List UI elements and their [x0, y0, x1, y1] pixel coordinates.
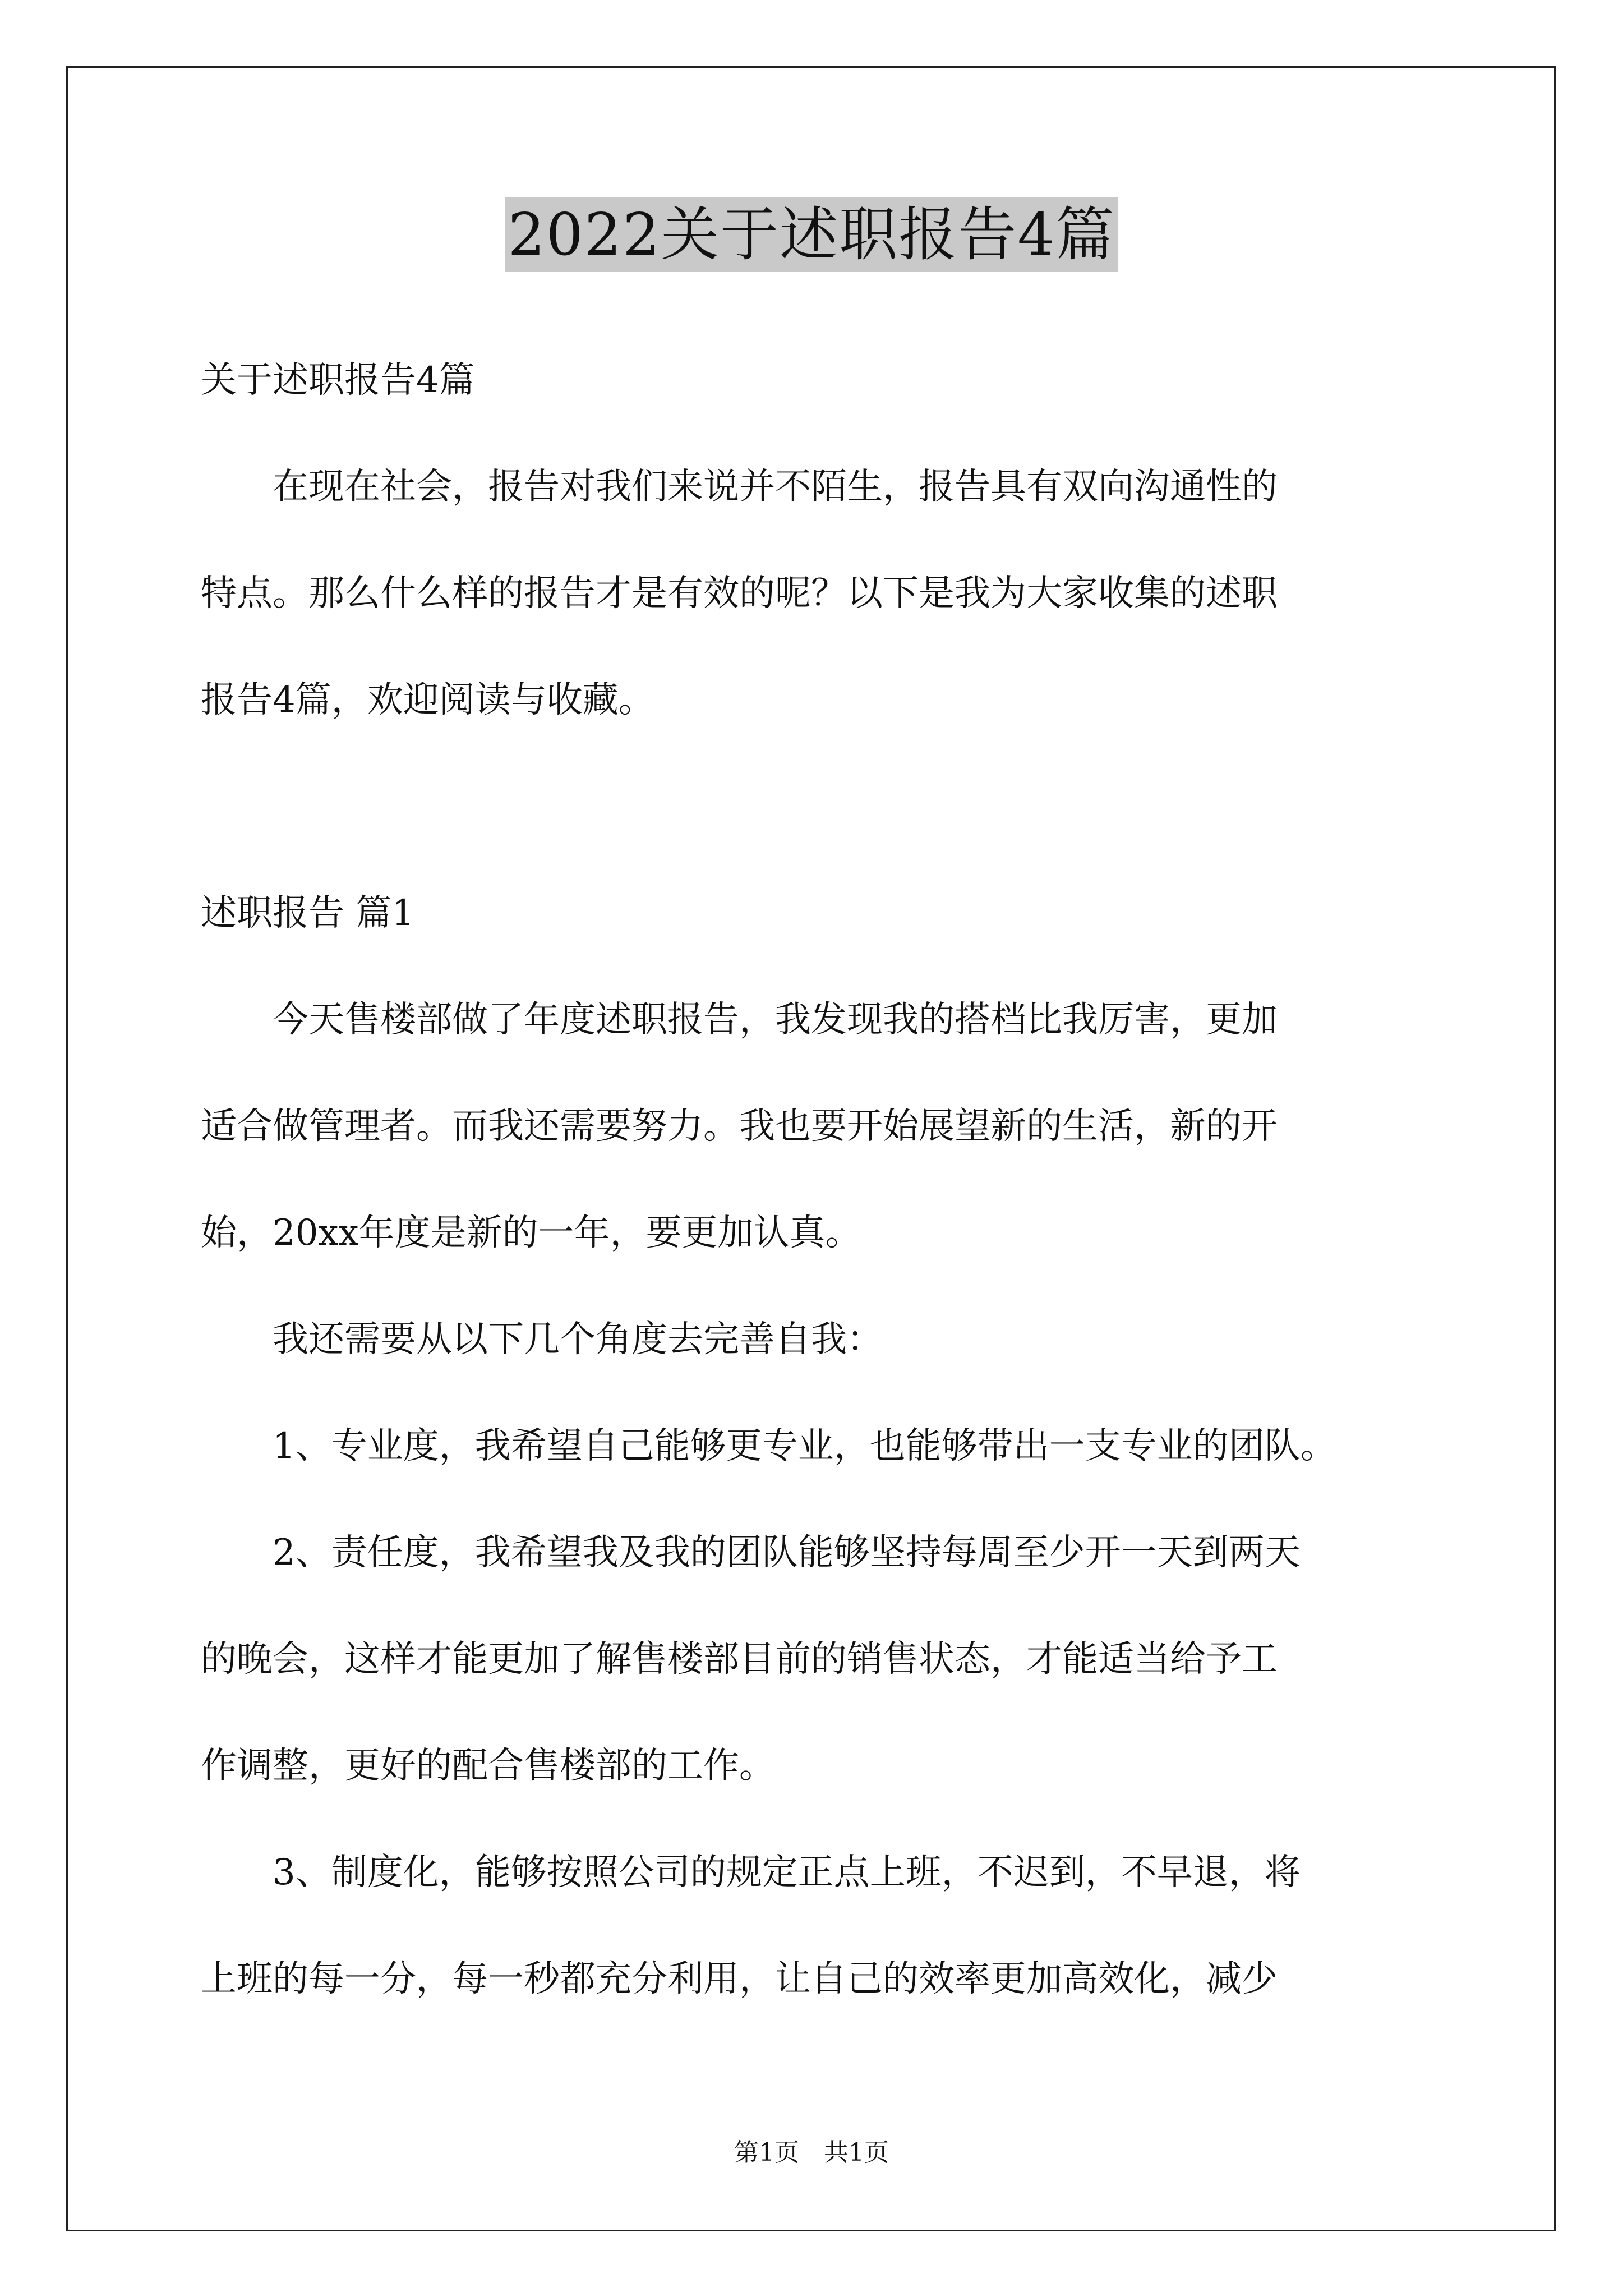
- body-line: 2、责任度，我希望我及我的团队能够坚持每周至少开一天到两天: [201, 1532, 1301, 1573]
- intro-line: 特点。那么什么样的报告才是有效的呢？以下是我为大家收集的述职: [201, 573, 1278, 614]
- page-footer: 第1页 共1页: [734, 2138, 889, 2167]
- title-container: [0, 197, 1623, 272]
- intro-line: 报告4篇，欢迎阅读与收藏。: [201, 679, 654, 721]
- document-subtitle: 关于述职报告4篇: [201, 360, 475, 401]
- section-heading: 述职报告 篇1: [201, 892, 415, 934]
- body-line: 1、专业度，我希望自己能够更专业，也能够带出一支专业的团队。: [201, 1425, 1336, 1467]
- body-line: 的晚会，这样才能更加了解售楼部目前的销售状态，才能适当给予工: [201, 1639, 1278, 1680]
- body-line: 今天售楼部做了年度述职报告，我发现我的搭档比我厉害，更加: [201, 999, 1278, 1041]
- body-line: 我还需要从以下几个角度去完善自我：: [201, 1319, 883, 1360]
- document-title: 2022关于述职报告4篇: [505, 197, 1119, 272]
- body-line: 始，20xx年度是新的一年，要更加认真。: [201, 1212, 861, 1254]
- body-line: 作调整，更好的配合售楼部的工作。: [201, 1745, 775, 1787]
- body-line: 上班的每一分，每一秒都充分利用，让自己的效率更加高效化，减少: [201, 1958, 1278, 2000]
- body-line: 适合做管理者。而我还需要努力。我也要开始展望新的生活，新的开: [201, 1106, 1278, 1147]
- body-line: 3、制度化，能够按照公司的规定正点上班，不迟到，不早退，将: [201, 1852, 1301, 1893]
- intro-line: 在现在社会，报告对我们来说并不陌生，报告具有双向沟通性的: [201, 466, 1278, 508]
